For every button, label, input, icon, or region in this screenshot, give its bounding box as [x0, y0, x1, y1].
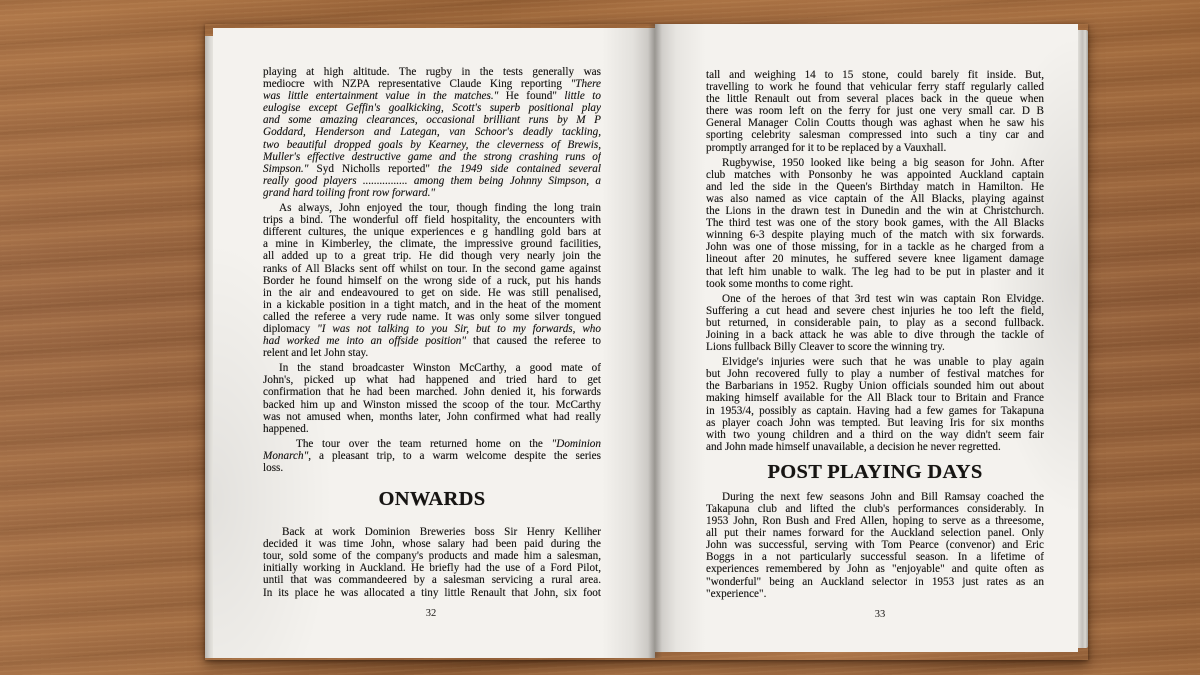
italic-text-run: the 1949 side contained several — [438, 162, 601, 175]
text-line: 1953 John, Ron Bush and Fred Allen, hoping to serve as a threesome, — [706, 515, 1044, 528]
text-line: relent and let John stay. — [263, 347, 369, 360]
text-line — [263, 335, 601, 347]
text-line: confirmation that he had been marched. John denied it, his forwards — [263, 386, 601, 399]
text-line — [263, 78, 601, 90]
text-line: the little Renault out from several places back in the queue when — [706, 93, 1044, 106]
text-line: General Manager Colin Coutts though was aghast when he saw his — [706, 117, 1044, 130]
text-line: happened. — [263, 422, 309, 435]
text-line: loss. — [263, 462, 284, 474]
text-line: the Lions in the drawn test in Dunedin and the win at Christchurch. — [706, 205, 1044, 218]
text-line: as player coach John was tempted. But leaving Iris for six months — [706, 416, 1044, 429]
text-line: lineout after 20 minutes, he suffered severe knee ligament damage — [706, 253, 1044, 266]
paragraph — [263, 66, 601, 199]
text-line: experiences remembered by John as "enjoyable" and quite often as — [706, 563, 1044, 576]
italic-text-run: Simpson." — [263, 162, 309, 175]
text-line: Boggs in a not particularly successful season. In a lifetime of — [706, 551, 1044, 564]
text-line — [263, 163, 601, 175]
text-line: John's, picked up what had happened and tried hard to get — [263, 374, 601, 387]
italic-text-run: little to — [564, 90, 601, 103]
text-line: trips a bind. The wonderful off field hospitality, the encounters with — [263, 214, 601, 227]
text-line: Suffering a cut head and severe chest injuries he too left the field, — [706, 304, 1044, 317]
paragraph — [706, 157, 1044, 290]
text-line: called the referee a very rude name. It was only some silver tongued — [263, 310, 601, 323]
text-line — [263, 102, 601, 114]
text-line: travelling to work he found that vehicular ferry staff regularly called — [706, 81, 1044, 94]
text-line: different cultures, the unique experiences e g handling gold bars at — [263, 226, 601, 239]
text-line — [263, 90, 601, 102]
paragraph — [706, 491, 1044, 600]
right-page — [655, 24, 1078, 652]
text-line: that left him unable to walk. The leg had to be put in plaster and it — [706, 265, 1044, 278]
text-line: there was room left on the ferry for just one very small car. D B — [706, 105, 1044, 118]
text-line: all added up to a great trip. He did though very nearly join the — [263, 250, 601, 263]
left-text-column — [263, 66, 601, 602]
left-page — [213, 28, 655, 658]
paragraph — [263, 362, 601, 435]
text-line: but returned, in considerable pain, to play as a second fullback. — [706, 316, 1044, 329]
right-page-edge-stack — [1077, 30, 1088, 648]
page-number: 33 — [874, 609, 886, 620]
italic-text-run: "Dominion — [551, 437, 601, 450]
italic-text-run: really good players ................ among them being Johnny Simpson, a — [263, 174, 601, 187]
paragraph — [706, 69, 1044, 154]
text-line: Takapuna club and lifted the club's performances considerably. In — [706, 503, 1044, 515]
section-heading: ONWARDS — [378, 488, 486, 511]
text-line: Elvidge's injuries were such that he was unable to play again — [722, 356, 1044, 369]
text-line: As always, John enjoyed the tour, though finding the long train — [279, 202, 601, 215]
italic-text-run: Muller's effective destructive game and the strong crashing runs of — [263, 150, 601, 163]
text-line — [263, 114, 601, 126]
text-line: sporting celebrity salesman compressed into such a tiny car and — [706, 129, 1044, 142]
text-run: that caused the referee to — [466, 335, 601, 348]
text-line: Back at work Dominion Breweries boss Sir Henry Kelliher — [282, 526, 601, 539]
text-line — [263, 450, 601, 462]
italic-text-run: "There — [570, 78, 601, 91]
text-line: in 1953/4, possibly as captain. Having had a few games for Takapuna — [706, 404, 1044, 417]
paragraph — [706, 293, 1044, 353]
text-line: and John made himself unavailable, a decision he never regretted. — [706, 440, 1001, 453]
text-line: The third test was one of the story book games, with the All Blacks — [706, 217, 1044, 230]
text-line: but John recovered fully to play a number of festival matches for — [706, 368, 1044, 381]
page-number: 32 — [425, 608, 437, 619]
text-line: Joining in a back attack he was able to dive through the tackle of — [706, 328, 1044, 341]
text-line: promptly arranged for it to be replaced by a Vauxhall. — [706, 141, 947, 154]
text-line: One of the heroes of that 3rd test win was captain Ron Elvidge. — [722, 292, 1044, 305]
text-line: the Barbarians in 1952. Rugby Union officials sounded him out about — [706, 380, 1044, 393]
paragraph — [263, 438, 601, 474]
text-run: He found" — [498, 90, 565, 103]
text-line: "experience". — [706, 587, 767, 600]
text-line: making himself available for the All Black tour to Britain and France — [706, 392, 1044, 405]
text-line: John was one of those missing, for in a tackle as he charged from a — [706, 241, 1044, 254]
text-line: John was successful, serving with Tom Pearce (convenor) and Eric — [706, 539, 1044, 552]
right-text-column — [706, 69, 1044, 603]
text-line: tour, sold some of the company's products and made him a salesman, — [263, 550, 601, 563]
text-line: tall and weighing 14 to 15 stone, could barely fit inside. But, — [706, 69, 1044, 81]
text-line: and led the side in the Queen's Birthday match in Hamilton. He — [706, 180, 1044, 193]
text-line: Border he found himself on the wrong side of a ruck, put his hands — [263, 274, 601, 287]
text-line: was not amused when, months later, John confirmed what had really — [263, 410, 601, 423]
text-line: took some months to come right. — [706, 277, 854, 290]
book-spine — [648, 24, 662, 658]
text-line — [263, 151, 601, 163]
paragraph — [263, 202, 601, 359]
text-line: in the air and endeavoured to get on side. He was still penalised, — [263, 286, 601, 299]
text-line: initially working in Auckland. He briefly had the use of a Ford Pilot, — [263, 562, 601, 575]
text-line — [263, 139, 601, 151]
text-line: Rugbywise, 1950 looked like being a big season for John. After — [722, 156, 1044, 169]
text-line — [263, 187, 601, 199]
paragraph — [706, 356, 1044, 453]
text-line: In its place he was allocated a tiny little Renault that John, six foot — [263, 586, 601, 599]
text-line: ranks of All Blacks sent off whilst on tour. In the second game against — [263, 262, 601, 275]
text-line: backed him up and Winston missed the scoop of the tour. McCarthy — [263, 398, 601, 411]
section-heading: POST PLAYING DAYS — [767, 460, 983, 483]
text-run: , a pleasant trip, to a warm welcome despite the series — [308, 449, 601, 462]
text-line: In the stand broadcaster Winston McCarthy, a good mate of — [279, 362, 601, 375]
text-line — [263, 323, 601, 335]
text-line: winning 6-3 despite playing much of the match with six forwards. — [706, 229, 1044, 242]
text-line: until that was commandeered by a salesman servicing a rural area. — [263, 574, 601, 587]
text-run: mediocre with NZPA representative Claude King reporting — [263, 78, 571, 91]
italic-text-run: two beautiful dropped goals by Kearney, the cleverness of Brewis, — [263, 138, 601, 151]
paragraph — [263, 526, 601, 599]
text-line: club matches with Ponsonby he was appointed Auckland captain — [706, 168, 1044, 181]
italic-text-run: was little entertainment value in the matches." — [263, 90, 499, 103]
text-run: The tour over the team returned home on the — [296, 437, 552, 450]
italic-text-run: Monarch" — [263, 449, 309, 462]
italic-text-run: eulogise except Geffin's goalkicking, Scott's superb positional play — [263, 102, 601, 115]
text-line: a mine in Kimberley, the climate, the impressive ground facilities, — [263, 238, 601, 251]
text-line: "wonderful" being an Auckland selector in 1953 just rates as an — [706, 575, 1044, 588]
text-line: was also named as vice captain of the All Blacks, playing against — [706, 192, 1044, 205]
text-line: decided it was time John, whose salary had been paid during the — [263, 538, 601, 551]
text-line — [263, 175, 601, 187]
italic-text-run: Goddard, Henderson and Lategan, van Schoor's deadly tackling, — [263, 126, 601, 139]
italic-text-run: grand hard toiling front row forward." — [263, 186, 436, 199]
italic-text-run: and some amazing clearances, occasional brilliant runs by M P — [263, 114, 601, 127]
text-line: with two young children and a third on the way didn't seem fair — [706, 428, 1044, 441]
text-line: During the next few seasons John and Bill Ramsay coached the — [722, 490, 1044, 503]
text-line: Lions fullback Billy Cleaver to score the winning try. — [706, 341, 945, 354]
italic-text-run: "I was not talking to you Sir, but to my forwards, who — [317, 322, 601, 335]
text-line — [263, 438, 601, 450]
text-line — [263, 126, 601, 138]
text-line: in a kickable position in a tight match, and in the heat of the moment — [263, 298, 601, 311]
text-run: diplomacy — [263, 322, 318, 335]
italic-text-run: had worked me into an offside position" — [263, 335, 467, 348]
text-line: all put their names forward for the Auckland selection panel. Only — [706, 527, 1044, 540]
text-line: playing at high altitude. The rugby in the tests generally was — [263, 66, 601, 78]
text-run: Syd Nicholls reported" — [308, 162, 439, 175]
